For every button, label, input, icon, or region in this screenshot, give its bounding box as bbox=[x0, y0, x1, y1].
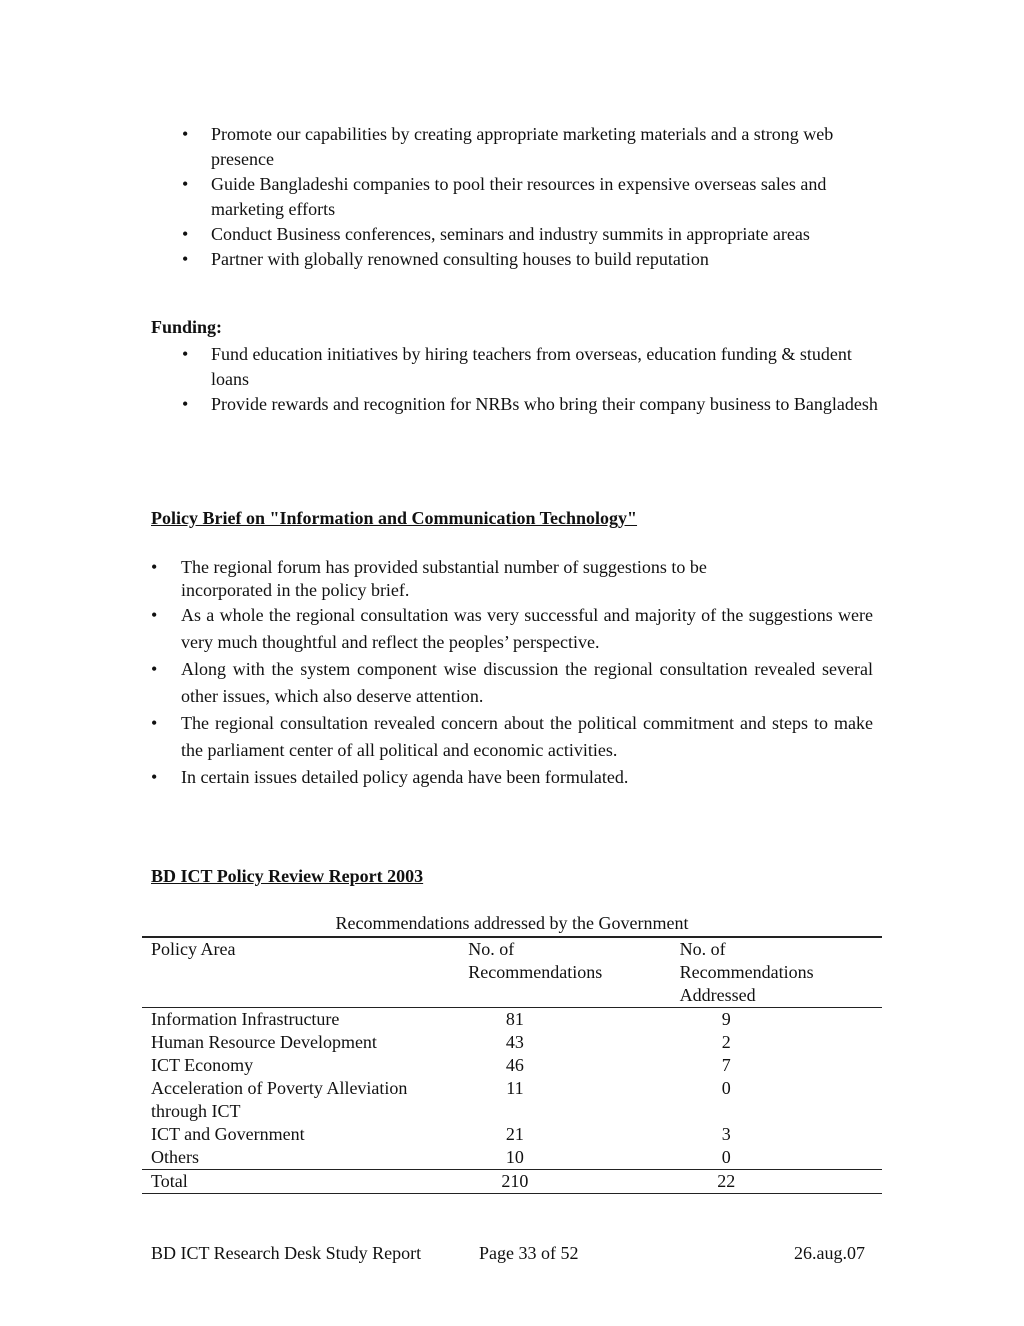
table-header-row bbox=[142, 937, 882, 1008]
recommendations-cell: 10 bbox=[505, 1147, 524, 1167]
recommendations-cell: 81 bbox=[505, 1009, 524, 1029]
policy-brief-heading: Policy Brief on "Information and Communication Technology" bbox=[151, 508, 638, 528]
list-item: • Fund education initiatives by hiring teachers from overseas, education funding & student loans bbox=[182, 342, 882, 392]
table-total-row bbox=[142, 1170, 882, 1194]
header-policy-area: Policy Area bbox=[142, 937, 459, 1008]
funding-bullet-list bbox=[182, 342, 882, 417]
recommendations-cell: 11 bbox=[506, 1078, 524, 1098]
table-row bbox=[142, 1031, 882, 1054]
total-addressed: 22 bbox=[671, 1170, 882, 1194]
policy-area-cell: ICT and Government bbox=[151, 1124, 305, 1144]
list-item: • Promote our capabilities by creating appropriate marketing materials and a strong web presence bbox=[182, 122, 882, 172]
recommendations-cell: 46 bbox=[505, 1055, 524, 1075]
list-item: • Along with the system component wise discussion the regional consultation revealed several other issues, which also deserve attention. bbox=[151, 656, 873, 710]
funding-heading: Funding: bbox=[151, 317, 223, 337]
list-item: • Provide rewards and recognition for NRBs who bring their company business to Bangladesh bbox=[182, 392, 882, 417]
policy-area-cell: Acceleration of Poverty Alleviation through ICT bbox=[151, 1078, 408, 1121]
total-recommendations: 210 bbox=[459, 1170, 670, 1194]
total-label: Total bbox=[142, 1170, 459, 1194]
table-row bbox=[142, 1077, 882, 1123]
table-row bbox=[142, 1008, 882, 1032]
table-row bbox=[142, 1054, 882, 1077]
recommendations-cell: 43 bbox=[505, 1032, 524, 1052]
policy-brief-bullet-list bbox=[151, 556, 873, 791]
policy-area-cell: ICT Economy bbox=[151, 1055, 254, 1075]
policy-area-cell: Others bbox=[151, 1147, 199, 1167]
addressed-cell: 3 bbox=[721, 1124, 731, 1144]
addressed-cell: 7 bbox=[721, 1055, 731, 1075]
policy-area-cell: Information Infrastructure bbox=[151, 1009, 340, 1029]
list-item: • Guide Bangladeshi companies to pool their resources in expensive overseas sales and marketing efforts bbox=[182, 172, 882, 222]
list-item: • Partner with globally renowned consulting houses to build reputation bbox=[182, 247, 882, 272]
table-row bbox=[142, 1146, 882, 1170]
policy-area-cell: Human Resource Development bbox=[151, 1032, 377, 1052]
list-item: • In certain issues detailed policy agenda have been formulated. bbox=[151, 764, 873, 791]
recommendations-cell: 21 bbox=[505, 1124, 524, 1144]
addressed-cell: 2 bbox=[721, 1032, 731, 1052]
list-item: • The regional forum has provided substantial number of suggestions to be incorporated in the policy brief. bbox=[151, 556, 873, 602]
footer-page-number: Page 33 of 52 bbox=[479, 1243, 579, 1263]
list-item: • The regional consultation revealed concern about the political commitment and steps to make the parliament center of all political and economic activities. bbox=[151, 710, 873, 764]
header-addressed: No. of Recommendations Addressed bbox=[671, 937, 882, 1008]
list-item: • As a whole the regional consultation was very successful and majority of the suggestions were very much thoughtful and reflect the peoples’ perspective. bbox=[151, 602, 873, 656]
footer-report-title: BD ICT Research Desk Study Report bbox=[151, 1243, 422, 1263]
marketing-bullet-list bbox=[182, 122, 882, 272]
report-heading: BD ICT Policy Review Report 2003 bbox=[151, 866, 424, 886]
addressed-cell: 0 bbox=[721, 1078, 731, 1098]
table-row bbox=[142, 1123, 882, 1146]
addressed-cell: 9 bbox=[721, 1009, 731, 1029]
addressed-cell: 0 bbox=[721, 1147, 731, 1167]
table-caption: Recommendations addressed by the Government bbox=[335, 913, 689, 933]
list-item: • Conduct Business conferences, seminars and industry summits in appropriate areas bbox=[182, 222, 882, 247]
footer-date: 26.aug.07 bbox=[794, 1243, 865, 1263]
recommendations-table bbox=[142, 936, 882, 1194]
header-recommendations: No. of Recommendations bbox=[459, 937, 670, 1008]
